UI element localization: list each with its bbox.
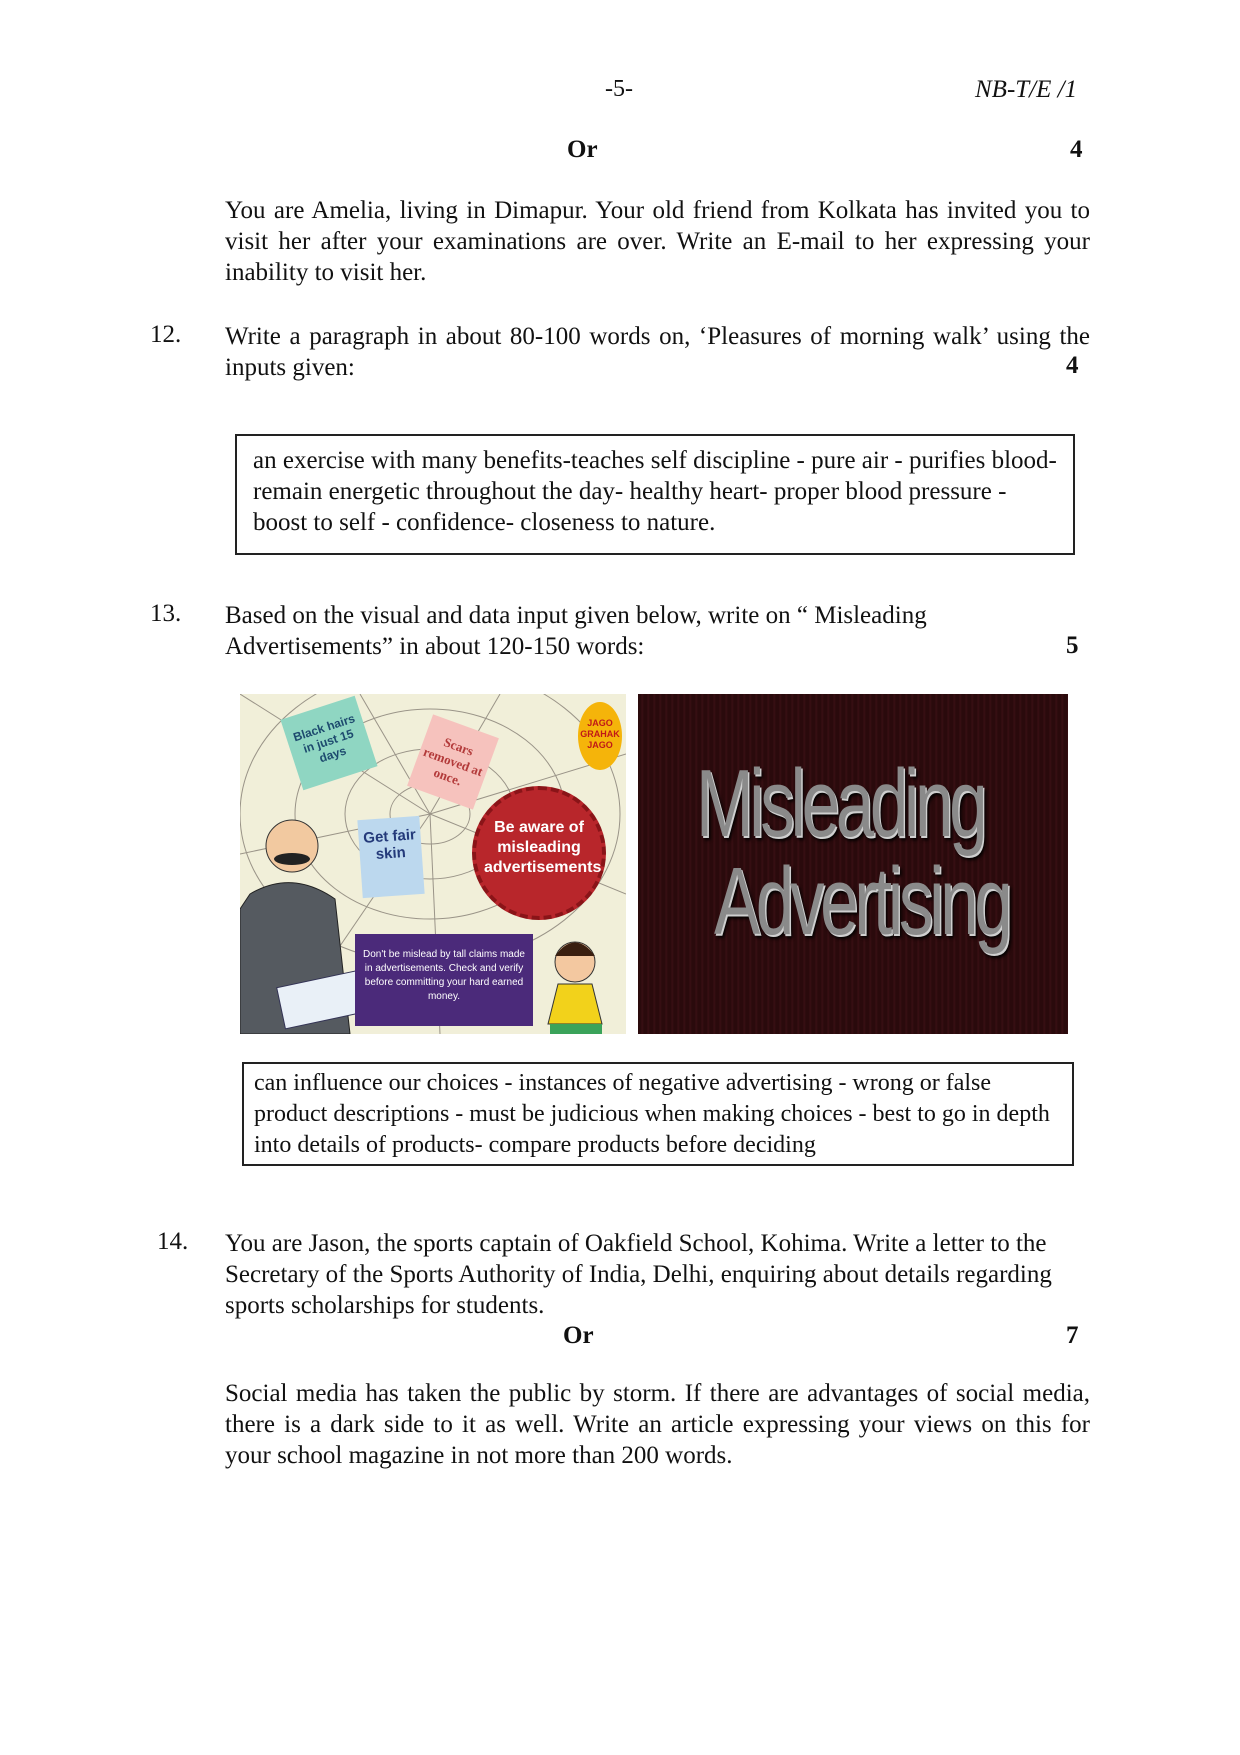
question-14-text: You are Jason, the sports captain of Oakfield School, Kohima. Write a letter to the Secretary of the Sports Authority of India, Delhi, enquiring about details regarding sports scholarships for students.	[225, 1230, 1052, 1319]
email-question-text: You are Amelia, living in Dimapur. Your old friend from Kolkata has invited you to visit her after your examinations are over. Write an E-mail to her expressing your inability to visit her.	[225, 197, 1090, 286]
marks-top: 4	[1070, 136, 1083, 163]
awareness-poster-image	[240, 694, 626, 1034]
question-14-number: 14.	[157, 1228, 189, 1255]
question-14-marks: 7	[1066, 1322, 1079, 1349]
question-12-inputs-box	[235, 434, 1075, 555]
question-13-inputs-box	[242, 1062, 1074, 1166]
or-label-top: Or	[567, 136, 598, 163]
question-12-marks: 4	[1066, 352, 1079, 379]
awareness-badge: Be aware of misleading advertisements	[472, 786, 606, 920]
title-line-1: Misleading	[696, 750, 984, 857]
misleading-advertising-image	[638, 694, 1068, 1034]
question-12-text: Write a paragraph in about 80-100 words on, ‘Pleasures of morning walk’ using the inputs given:	[225, 323, 1090, 381]
question-13-text: Based on the visual and data input given below, write on “ Misleading Advertisements” in about 120-150 words:	[225, 602, 927, 660]
jago-grahak-logo: JAGO GRAHAK JAGO	[578, 702, 622, 770]
question-13-inputs-text: can influence our choices - instances of negative advertising - wrong or false product descriptions - must be judicious when making choices - best to go in depth into details of products- compare products before deciding	[254, 1070, 1050, 1158]
page-number: -5-	[605, 76, 633, 102]
sticky-note-fair-skin: Get fair skin	[357, 816, 424, 898]
question-13-number: 13.	[150, 600, 182, 627]
title-line-2: Advertising	[714, 848, 1009, 955]
question-12-inputs-text: an exercise with many benefits-teaches self discipline - pure air - purifies blood-remain energetic throughout the day- healthy heart- proper blood pressure - boost to self - confidence- closeness to nature.	[253, 447, 1057, 536]
sticky-note-hair: Black hairs in just 15 days	[280, 696, 377, 790]
question-13-marks: 5	[1066, 632, 1079, 659]
poster-caption: Don't be mislead by tall claims made in advertisements. Check and verify before committing your hard earned money.	[355, 934, 533, 1026]
question-14-alt-text: Social media has taken the public by storm. If there are advantages of social media, there is a dark side to it as well. Write an article expressing your views on this for your school magazine in not more than 200 words.	[225, 1380, 1090, 1469]
question-12-number: 12.	[150, 321, 182, 348]
sticky-note-scars: Scars removed at once.	[407, 714, 499, 809]
paper-code: NB-T/E /1	[975, 76, 1078, 103]
or-label-bottom: Or	[563, 1322, 594, 1349]
girl-dress	[548, 984, 602, 1024]
